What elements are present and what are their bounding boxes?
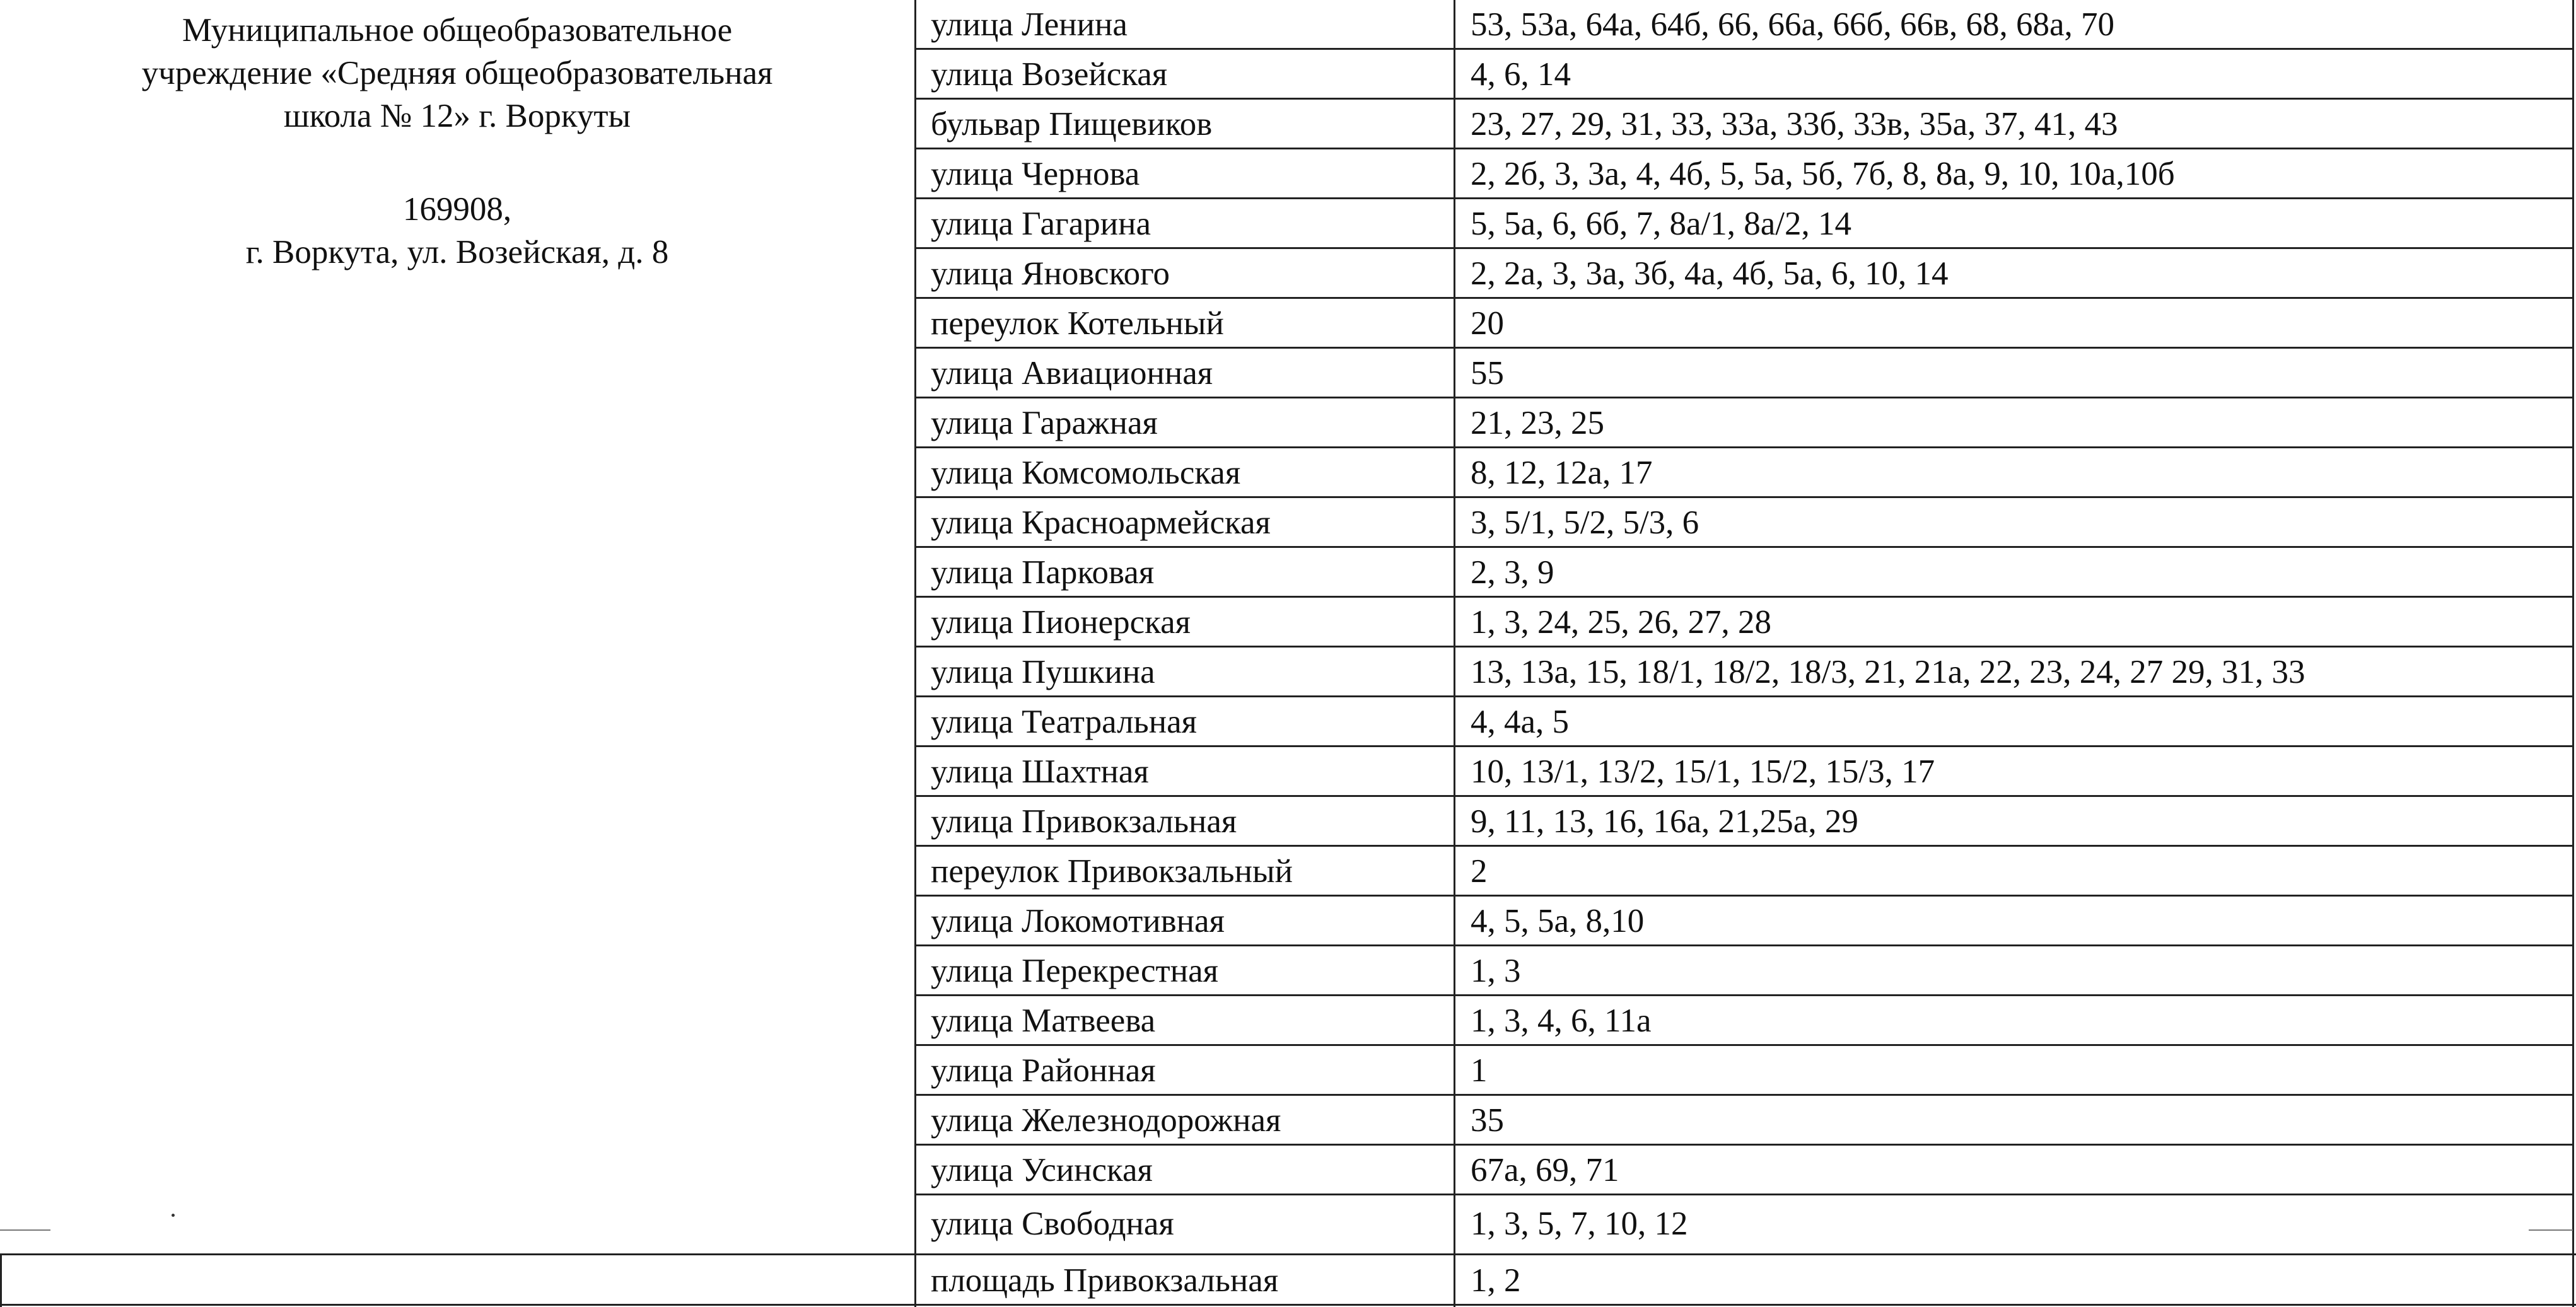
house-numbers: 2, 3, 9	[1471, 554, 1554, 591]
street-name: улица Красноармейская	[931, 504, 1271, 541]
street-name: улица Гаражная	[931, 405, 1158, 441]
street-name: переулок Привокзальный	[931, 853, 1293, 890]
street-name: улица Пушкина	[931, 654, 1155, 690]
street-name: улица Привокзальная	[931, 803, 1237, 840]
institution-name-line: учреждение «Средняя общеобразовательная	[141, 55, 773, 91]
table-row	[916, 946, 2574, 996]
table-row	[916, 249, 2574, 299]
table-row	[916, 100, 2574, 149]
table-row	[916, 199, 2574, 249]
street-name: площадь Привокзальная	[931, 1262, 1279, 1299]
house-numbers: 1	[1471, 1052, 1488, 1089]
house-numbers: 9, 11, 13, 16, 16а, 21,25а, 29	[1471, 803, 1858, 840]
table-row	[916, 598, 2574, 648]
table-row	[916, 1146, 2574, 1195]
house-numbers: 35	[1471, 1102, 1504, 1139]
table-row	[916, 1046, 2574, 1096]
institution-name-line: школа № 12» г. Воркуты	[283, 98, 631, 134]
street-name: переулок Котельный	[931, 305, 1224, 342]
house-numbers: 5, 5а, 6, 6б, 7, 8а/1, 8а/2, 14	[1471, 206, 1851, 242]
house-numbers: 10, 13/1, 13/2, 15/1, 15/2, 15/3, 17	[1471, 753, 1935, 790]
house-numbers: 1, 3, 5, 7, 10, 12	[1471, 1205, 1688, 1242]
house-numbers: 13, 13а, 15, 18/1, 18/2, 18/3, 21, 21а, 22, 23, 24, 27 29, 31, 33	[1471, 654, 2305, 690]
house-numbers: 4, 5, 5а, 8,10	[1471, 903, 1645, 939]
street-name: улица Ленина	[931, 6, 1128, 43]
table-row	[916, 349, 2574, 398]
street-name: улица Яновского	[931, 255, 1170, 292]
table-row	[916, 548, 2574, 598]
table-row	[916, 1195, 2574, 1253]
house-numbers: 1, 3	[1471, 953, 1521, 989]
table-row	[916, 448, 2574, 498]
street-name: бульвар Пищевиков	[931, 106, 1213, 142]
street-name: улица Парковая	[931, 554, 1155, 591]
table-row	[916, 847, 2574, 897]
table-row	[916, 299, 2574, 349]
institution-name-line: Муниципальное общеобразовательное	[182, 12, 733, 49]
street-name: улица Перекрестная	[931, 953, 1218, 989]
scan-mark	[0, 1229, 50, 1231]
house-numbers: 4, 6, 14	[1471, 56, 1571, 93]
house-numbers: 53, 53а, 64а, 64б, 66, 66а, 66б, 66в, 68, 68а, 70	[1471, 6, 2115, 43]
street-name: улица Матвеева	[931, 1002, 1156, 1039]
house-numbers: 20	[1471, 305, 1504, 342]
table-row	[916, 996, 2574, 1046]
street-name: улица Авиационная	[931, 355, 1213, 392]
house-numbers: 2, 2а, 3, 3а, 3б, 4а, 4б, 5а, 6, 10, 14	[1471, 255, 1949, 292]
scan-speck	[172, 1214, 175, 1217]
table-row	[916, 50, 2574, 100]
house-numbers: 2, 2б, 3, 3а, 4, 4б, 5, 5а, 5б, 7б, 8, 8а, 9, 10, 10а,10б	[1471, 156, 2175, 192]
table-row-tail	[0, 1255, 2576, 1307]
house-numbers: 3, 5/1, 5/2, 5/3, 6	[1471, 504, 1699, 541]
institution-postcode: 169908,	[402, 191, 512, 228]
street-name: улица Гагарина	[931, 206, 1151, 242]
institution-name	[0, 0, 914, 137]
house-numbers: 55	[1471, 355, 1504, 392]
table-row	[916, 648, 2574, 697]
house-numbers: 1, 3, 4, 6, 11а	[1471, 1002, 1652, 1039]
house-numbers: 23, 27, 29, 31, 33, 33а, 33б, 33в, 35а, 37, 41, 43	[1471, 106, 2118, 142]
house-numbers: 2	[1471, 853, 1488, 890]
street-name: улица Свободная	[931, 1205, 1174, 1242]
institution-address: г. Воркута, ул. Возейская, д. 8	[245, 234, 669, 270]
house-numbers: 21, 23, 25	[1471, 405, 1604, 441]
table-row	[916, 697, 2574, 747]
house-numbers: 1, 3, 24, 25, 26, 27, 28	[1471, 604, 1771, 641]
house-numbers: 4, 4а, 5	[1471, 704, 1570, 740]
table-row	[916, 0, 2574, 50]
table-row	[916, 498, 2574, 548]
table-row	[916, 1096, 2574, 1146]
table-row	[916, 149, 2574, 199]
street-name: улица Железнодорожная	[931, 1102, 1281, 1139]
street-name: улица Пионерская	[931, 604, 1191, 641]
house-numbers: 1, 2	[1471, 1262, 1521, 1299]
street-name: улица Локомотивная	[931, 903, 1225, 939]
house-numbers: 8, 12, 12а, 17	[1471, 455, 1653, 491]
street-name: улица Шахтная	[931, 753, 1149, 790]
street-name: улица Чернова	[931, 156, 1140, 192]
house-numbers: 67а, 69, 71	[1471, 1152, 1619, 1188]
street-name: улица Районная	[931, 1052, 1156, 1089]
table-row	[916, 797, 2574, 847]
institution-cell	[0, 0, 914, 1255]
street-name: улица Возейская	[931, 56, 1168, 93]
table-row	[916, 398, 2574, 448]
table-row	[916, 897, 2574, 946]
street-name: улица Комсомольская	[931, 455, 1241, 491]
table-row	[916, 747, 2574, 797]
street-name: улица Усинская	[931, 1152, 1153, 1188]
street-name: улица Театральная	[931, 704, 1197, 740]
